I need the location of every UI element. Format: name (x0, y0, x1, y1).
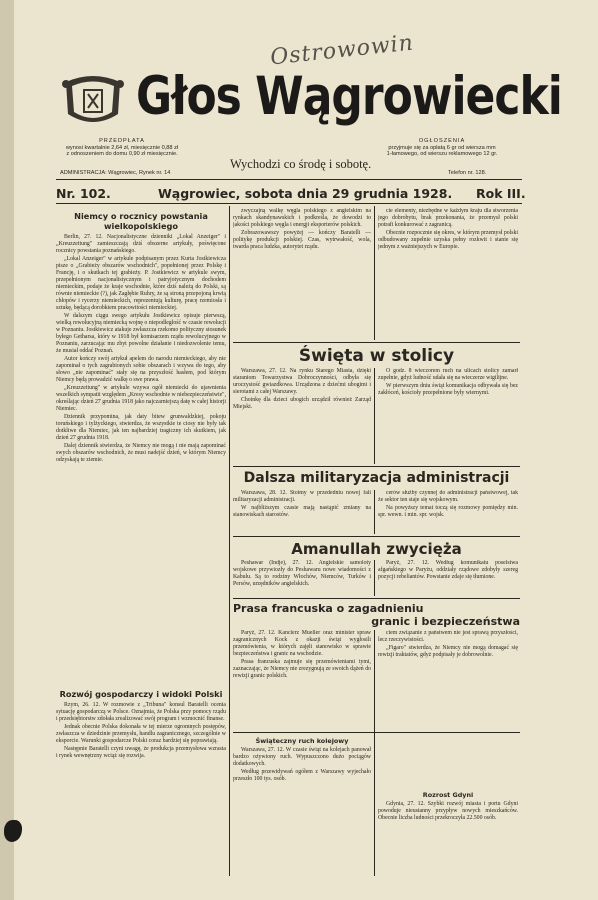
article-gdynia (378, 790, 518, 876)
article-paragraph: O godz. 8 wieczorem ruch na ulicach stolicy zamarł zupełnie, gdyż ludność udała się na wieczerze wigilijne. (378, 368, 518, 381)
article-title: Świąteczny ruch kolejowy (255, 737, 349, 745)
section-rule (233, 598, 520, 599)
article-paragraph: Obecnie rozpocznie się okres, w którym przemysł polski odbudowany zupełnie uzyska pełny rozkwit i stanie się jednym z ważniejszych w Europie. (378, 230, 518, 250)
swieta-right (378, 368, 518, 464)
article-paragraph: Warszawa, 27. 12. W czasie świąt na kolejach panował bardzo ożywiony ruch. Wypuszczono dużo pociągów dodatkowych. (233, 747, 371, 767)
article-paragraph: W najbliższym czasie mają nastąpić zmiany na stanowiskach starostów. (233, 505, 371, 518)
subscription-line: z odnoszeniem do domu 0,90 zł miesięcznie. (66, 151, 178, 157)
headline-prasa-1: Prasa francuska o zagadnieniu (233, 602, 424, 615)
issue-year: Rok III. (476, 186, 526, 201)
section-rule (233, 466, 520, 467)
article-paragraph: Gdynia, 27. 12. Szybki rozwój miasta i portu Gdyni powoduje nieustanny przypływ nowych mieszkańców. Obecnie liczba ludności przekroczyła 22.500 osób. (378, 801, 518, 821)
top-rule (56, 179, 522, 180)
paper-edge (0, 0, 14, 900)
administration-address: ADMINISTRACJA: Wągrowiec, Rynek nr. 14 (60, 170, 171, 176)
article-paragraph: Na powyższy temat toczą się rozmowy pomiędzy min. spr. wewn. i min. spr. wojsk. (378, 505, 518, 518)
subscription-box (60, 138, 184, 158)
ads-line: przyjmuje się za opłatą 6 gr od wiersza mm (388, 144, 496, 151)
article-koleje (233, 736, 371, 876)
headline-amanullah: Amanullah zwycięża (291, 540, 462, 558)
article-paragraph: Dziennik przypomina, jak daty bitew grunwaldzkiej, pokoju toruńskiego i tylżyckiego, stwierdza, że wszystkie te ciosy nie były tak dotkliwe dla Niemiec, jak ten najbardziej tragiczny ich skutkiem, jak dzień 27 grudnia 1918. (56, 414, 226, 441)
article-paragraph: W dalszym ciągu swego artykułu Jostkiewicz opisuje pierwszą, wielką rewolucyjną niemiecką wojnę o niepodległość w czasie rewolucji w Poznaniu. Jostkiewicz atakuje zwłaszcza rzekomo polityczny stosunek byłego Getharsa, który w 1918 był komisarzem rządu rewolucyjnego w Poznaniu, zarzucając mu zbyt powolne działanie i niedozwolenie temu, że musiał oddać Poznań. (56, 313, 226, 354)
article-paragraph: Autor kończy swój artykuł apelem do narodu niemieckiego, aby nie zapominał o tych zagrabionych sobie obszarach i wzywa do tego, aby słowo „nie zapominać" stały się na przyszłość hasłem, pod którym Niemcy będą prowadzić walkę o swe prawa. (56, 356, 226, 383)
article-paragraph: Rzym, 26. 12. W rozmowie z „Tribuna" konsul Baratelli ocenia sytuację gospodarczą w Polsce. Oznajmia, że Polska przy pomocy rządu i przedsiębiorstw zdołała zrealizować swój program i wzmocnić finanse. (56, 702, 226, 722)
issue-number: Nr. 102. (56, 186, 111, 201)
swieta-left (233, 368, 371, 464)
headline-swieta: Święta w stolicy (298, 346, 455, 366)
ads-box (380, 138, 504, 158)
article-paragraph: Jednak obecnie Polska dokonała w tej mierze ogromnych postępów, zwłaszcza w dziedzinie przemysłu, handlu zagranicznego, szczególnie w eksporcie. Warunki gospodarcze Polski coraz bardziej się poprawiają. (56, 724, 226, 744)
article-paragraph: Dalej dziennik stwierdza, że Niemcy nie mogą i nie mają zapominać swych obszarów wschodnich, że musi nadejść dzień, w którym Niemcy odzyskają te ziemie. (56, 443, 226, 463)
subscription-line: wynosi kwartalnie 2,64 zł, miesięcznie 0,88 zł (65, 144, 179, 151)
article-paragraph: Berlin, 27. 12. Nacjonalistyczne dzienniki „Lokal Anzeiger" i „Kreuzzeitung" zamieszczają dziś obszerne artykuły, poświęcone rocznicy powstania poznańskiego. (56, 234, 226, 254)
handwritten-signature: Ostrowowin (269, 30, 415, 71)
article-paragraph: Następnie Baratelli czyni uwagę, że produkcja przemysłowa wzrasta i rynek wewnętrzny wciąż się rozwija. (56, 746, 226, 759)
article-niemcy (56, 208, 226, 686)
article-paragraph: W pierwszym dniu świąt komunikacja odbywała się bez zakłóceń, kościoły przepełnione były wiernymi. (378, 383, 518, 396)
article-paragraph: Według przewidywań ogółem z Warszawy wyjechało przeszło 100 tys. osób. (233, 769, 371, 782)
article-paragraph: „Kreuzzeitung" w artykule wzywa ogół niemiecki do ujawnienia wszelkich sympatii względem „Kresy wschodnie w niebezpieczeństwie", określając dzień 27 grudnia 1918 jako najczarniejszą datę w całej historji Niemiec. (56, 385, 226, 412)
ink-stain (4, 820, 22, 842)
article-title: Rozrost Gdyni (422, 791, 474, 799)
article-title: Rozwój gospodarczy i widoki Polski (59, 689, 223, 699)
article-paragraph: Paryż, 27. 12. Według komunikatu poselstwa afgańskiego w Paryżu, oddziały rządowe zdobyły szereg pozycji rebeliantów. Powstanie zdaje się tłumione. (378, 560, 518, 580)
column-divider (374, 560, 375, 596)
section-rule (233, 732, 520, 733)
ads-line: 1-łamowego, od wierszu reklamowego 12 gr. (386, 151, 498, 157)
article-continuation-2 (378, 208, 518, 340)
column-divider (374, 630, 375, 876)
article-paragraph: cerów służby czynnej do administracji państwowej, tak że sektor ten staje się wojskowym. (378, 490, 518, 503)
column-divider (374, 206, 375, 340)
column-divider (374, 368, 375, 464)
headline-prasa-2: granic i bezpieczeństwa (371, 615, 520, 628)
headline-militaryzacja: Dalsza militaryzacja administracji (243, 470, 510, 486)
prasa-left (233, 630, 371, 730)
article-paragraph: Paryż, 27. 12. Kanclerz Mueller oraz minister spraw zagranicznych Kock z okazji świąt wygłosili przemówienia, w których zajęli stanowisko w sprawie bezpieczeństwa i granic na wschodzie. (233, 630, 371, 657)
section-rule (233, 342, 520, 343)
masthead-title: Głos Wągrowiecki (136, 66, 562, 128)
article-paragraph: Choinkę dla dzieci ubogich urządził również Zarząd Miejski. (233, 397, 371, 410)
masthead-subtitle: Wychodzi co środę i sobotę. (230, 157, 372, 171)
article-continuation-1 (233, 208, 371, 340)
amanullah-left (233, 560, 371, 596)
militaryzacja-right (378, 490, 518, 534)
article-paragraph: zwyczajną walkę węgla polskiego z angielskim na rynkach skandynawskich i podkreśla, że dowodzi to jakości polskiego węgla i energji eksporterów polskich. (233, 208, 371, 228)
article-paragraph: Prasa francuska zajmuje się przemówieniami tymi, zaznaczając, że Niemcy nie zrezygnują ze swoich dążeń do rewizji granic polskich. (233, 659, 371, 679)
article-rozwoj (56, 686, 226, 876)
article-title: Niemcy o rocznicy powstania wielkopolskiego (74, 211, 208, 231)
issue-date: Wągrowiec, sobota dnia 29 grudnia 1928. (158, 186, 453, 201)
article-paragraph: Zobrazowawszy powyżej — kończy Baratelli — politykę produkcji polskiej. Czas, wytrwałość, wola, twarda praca ludzka, autorytet rządu. (233, 230, 371, 250)
section-rule (233, 536, 520, 537)
article-paragraph: ciem związanie z państwem nie jest sprawą przyszłości, lecz rzeczywistości. (378, 630, 518, 643)
article-paragraph: „Lokal Anzeiger" w artykule podpisanym przez Kurta Jostkiewicza pisze o „Grabieży obszarów wschodnich", popełnionej przez Polskę i Francję, i o skutkach tej grabieży. P. Jostkiewicz w artykule swym, przepełnionym nacjonalistycznym i patryjotycznym dochodem niemieckim, podaje że kraje wschodnie, które dziś należą do Polski, są równie niemieckie (?), jak Zagłębie Ruhry, że są stroną przepojoną krwią chłopów i rycerzy niemieckich, reprezentują kulturę, pracę rzemiosła i sztukę, będącą dorobkiem pracowitości niemieckiej. (56, 256, 226, 311)
article-paragraph: Warszawa, 27. 12. Na rynku Starego Miasta, dzięki staraniom Towarzystwa Dobroczynności, odbyła się uroczystość gwiazdkowa. Urządzona z dziećmi ubogimi i sierotami z całej Warszawy. (233, 368, 371, 395)
subscription-head: PRZEDPŁATA (99, 138, 145, 144)
article-paragraph: „Figaro" stwierdza, że Niemcy nie mogą domagać się rewizji traktatów, gdyż podpisały je dobrowolnie. (378, 645, 518, 658)
dateline-rule (56, 203, 522, 204)
phone-number: Telefon nr. 128. (448, 170, 487, 176)
ads-head: OGŁOSZENIA (418, 138, 466, 144)
article-paragraph: Warszawa, 28. 12. Stoimy w przededniu nowej fali militaryzacji administracji. (233, 490, 371, 503)
coat-of-arms-icon (62, 72, 124, 130)
amanullah-right (378, 560, 518, 596)
article-paragraph: cie elementy, niezbędne w każdym kraju dla stworzenia jego dobrobytu, brak przekonania, że przemysł polski potrafi konkurować z zagranicą. (378, 208, 518, 228)
prasa-right (378, 630, 518, 730)
column-divider (229, 206, 230, 876)
column-divider (374, 490, 375, 534)
article-paragraph: Peshawar (Indje), 27. 12. Angielskie samoloty wojskowe przywiozły do Peshawaru nowe wiadomości z Kabulu. Są to rodziny Włochów, Niemców, Turków i Persów, urzędników angielskich. (233, 560, 371, 587)
militaryzacja-left (233, 490, 371, 534)
